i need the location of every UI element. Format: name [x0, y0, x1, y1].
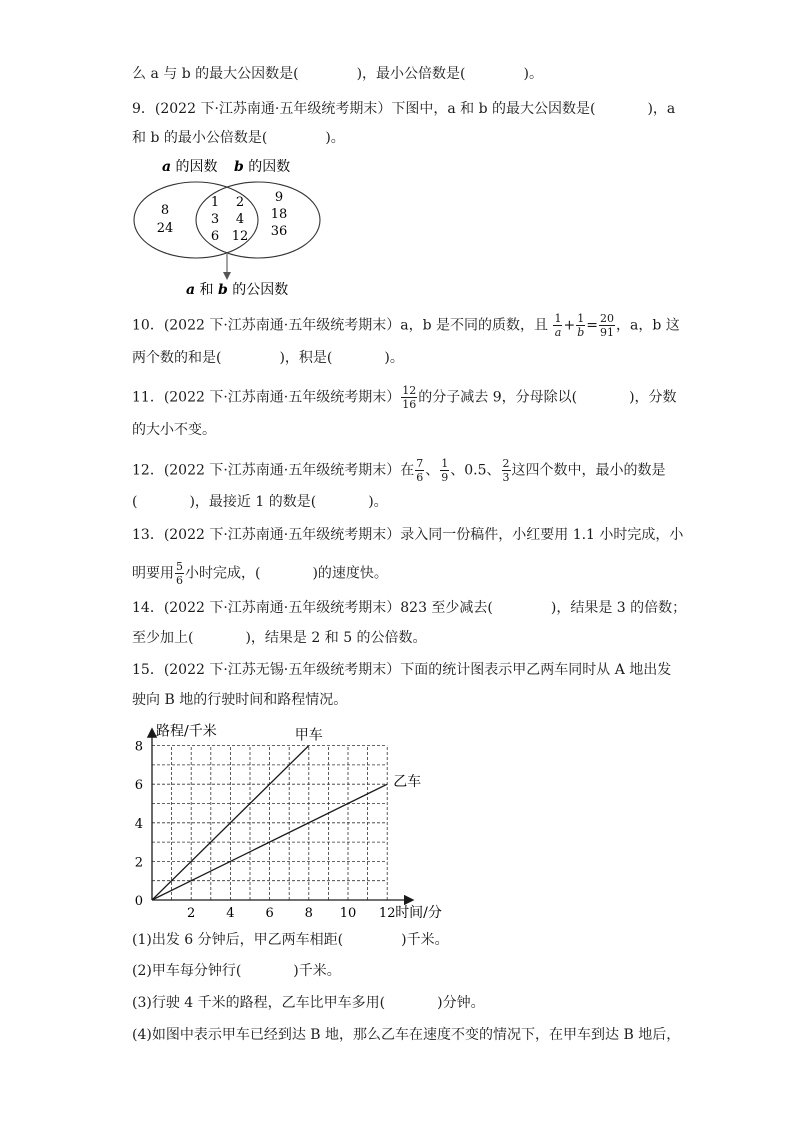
venn-common-value: 2 — [235, 195, 245, 210]
q8-text-c: )。 — [523, 66, 543, 82]
q9-text: )。 — [325, 130, 345, 146]
x-tick-label: 8 — [304, 906, 313, 921]
venn-common-value: 3 — [210, 212, 220, 227]
q13-text: 小时完成，( — [185, 565, 261, 582]
q14-text: )，结果是 2 和 5 的公倍数。 — [245, 630, 427, 646]
q8-line — [132, 64, 543, 84]
q10-line-2 — [132, 348, 404, 368]
q12-line-1 — [132, 457, 666, 484]
q14-text: 至少加上( — [132, 630, 194, 646]
origin-label: 0 — [134, 894, 143, 909]
q15-sub2 — [132, 961, 341, 981]
q13-line-1 — [132, 525, 683, 545]
q11-text: 的分子减去 9，分母除以( — [418, 389, 578, 406]
q15-text: (4)如图中表示甲车已经到达 B 地，那么乙车在速度不变的情况下，在甲车到达 B 地后， — [132, 1027, 681, 1043]
separator: 、 — [425, 462, 440, 479]
fraction: $\frac{2}{3}$ — [502, 457, 510, 484]
q12-text: )。 — [368, 494, 388, 510]
q10-text: 10．(2022 下·江苏南通·五年级统考期末）a，b 是不同的质数，且 — [132, 317, 549, 334]
q14-text: )，结果是 3 的倍数； — [550, 600, 687, 616]
venn-arrow-label: a 和 b 的公因数 — [186, 282, 289, 298]
venn-diagram — [128, 154, 328, 299]
y-tick-label: 6 — [134, 778, 143, 794]
q8-text-a: 么 a 与 b 的最大公因数是( — [132, 66, 299, 82]
q13-text: 13．(2022 下·江苏南通·五年级统考期末）录入同一份稿件，小红要用 1.1 小时完成，小 — [132, 527, 684, 543]
q11-line-1 — [132, 384, 677, 411]
q13-text: )的速度快。 — [312, 565, 388, 582]
q12-text: )，最接近 1 的数是( — [189, 494, 317, 510]
q9-text: 和 b 的最小公倍数是( — [132, 130, 268, 146]
fraction: $\frac{1}{a}$ — [554, 312, 562, 339]
q15-text: )千米。 — [293, 963, 341, 979]
venn-common-value: 1 — [210, 195, 220, 210]
x-axis-label: 时间/分 — [395, 905, 442, 921]
q15-text: (3)行驶 4 千米的路程，乙车比甲车多用( — [132, 995, 386, 1011]
q15-sub3 — [132, 993, 485, 1013]
venn-right-value: 18 — [270, 207, 288, 222]
q15-text: )分钟。 — [437, 995, 485, 1011]
y-tick-label: 4 — [134, 816, 143, 832]
venn-common-value: 6 — [210, 229, 220, 244]
fraction: $\frac{1}{9}$ — [441, 457, 449, 484]
q15-line-2 — [132, 690, 347, 710]
distance-time-chart — [130, 716, 450, 926]
x-tick-label: 4 — [226, 906, 235, 921]
x-tick-label: 12 — [378, 906, 396, 921]
q14-text: 14．(2022 下·江苏南通·五年级统考期末）823 至少减去( — [132, 600, 493, 616]
y-tick-label: 2 — [134, 855, 143, 871]
y-tick-label: 8 — [134, 739, 143, 755]
q12-line-2 — [132, 492, 388, 512]
series-label: 甲车 — [294, 727, 323, 744]
venn-right-value: 9 — [274, 190, 284, 205]
fraction: $\frac{20}{91}$ — [599, 312, 614, 339]
q11-text: )，分数 — [629, 389, 677, 406]
arrow-down-icon — [223, 272, 231, 280]
q10-line-1 — [132, 312, 680, 339]
venn-label-b: b 的因数 — [234, 159, 291, 175]
q11-text: 11．(2022 下·江苏南通·五年级统考期末） — [132, 389, 401, 406]
q15-sub1 — [132, 930, 449, 950]
q11-text: 的大小不变。 — [132, 422, 216, 438]
venn-label-a: a 的因数 — [162, 159, 218, 175]
q15-line-1 — [132, 660, 671, 680]
venn-left-value: 24 — [156, 221, 174, 236]
equals-sign: = — [586, 317, 598, 334]
fraction: $\frac{7}{6}$ — [416, 457, 424, 484]
q13-text: 明要用 — [132, 565, 174, 582]
venn-right-value: 36 — [270, 224, 288, 239]
series-label: 乙车 — [393, 774, 422, 791]
venn-common-value: 12 — [231, 229, 249, 244]
q8-text-b: )，最小公倍数是( — [356, 66, 466, 82]
plus-sign: + — [563, 317, 576, 334]
q10-text: )，积是( — [279, 350, 333, 366]
y-axis-label: 路程/千米 — [156, 723, 217, 740]
q10-text: 两个数的和是( — [132, 350, 222, 366]
q9-line-1 — [132, 99, 675, 119]
separator: 、0.5、 — [450, 462, 501, 479]
q15-text: )千米。 — [401, 932, 449, 948]
q15-text: 驶向 B 地的行驶时间和路程情况。 — [132, 692, 348, 708]
q15-text: (2)甲车每分钟行( — [132, 963, 242, 979]
q15-sub4 — [132, 1025, 680, 1045]
q15-text: 15．(2022 下·江苏无锡·五年级统考期末）下面的统计图表示甲乙两车同时从 A 地出发 — [132, 662, 672, 678]
q15-text: (1)出发 6 分钟后，甲乙两车相距( — [132, 932, 344, 948]
q9-text: )，a — [647, 101, 676, 117]
venn-left-value: 8 — [160, 203, 170, 218]
q12-text: 12．(2022 下·江苏南通·五年级统考期末）在 — [132, 462, 415, 479]
x-tick-label: 10 — [339, 906, 357, 921]
q14-line-1 — [132, 598, 686, 618]
q14-line-2 — [132, 628, 427, 648]
q13-line-2 — [132, 560, 388, 587]
q9-text: 9．(2022 下·江苏南通·五年级统考期末）下图中，a 和 b 的最大公因数是( — [132, 101, 596, 117]
venn-common-value: 4 — [235, 212, 245, 227]
x-tick-label: 2 — [187, 906, 196, 921]
fraction: $\frac{5}{6}$ — [176, 560, 183, 587]
q12-text: 这四个数中，最小的数是 — [511, 462, 666, 479]
q12-text: ( — [132, 494, 138, 510]
q10-text: ，a，b 这 — [615, 317, 680, 334]
q10-text: )。 — [384, 350, 404, 366]
fraction: $\frac{12}{16}$ — [402, 384, 417, 411]
fraction: $\frac{1}{b}$ — [577, 312, 585, 339]
x-tick-label: 6 — [265, 906, 274, 921]
q11-line-2 — [132, 420, 216, 440]
q9-line-2 — [132, 128, 345, 148]
